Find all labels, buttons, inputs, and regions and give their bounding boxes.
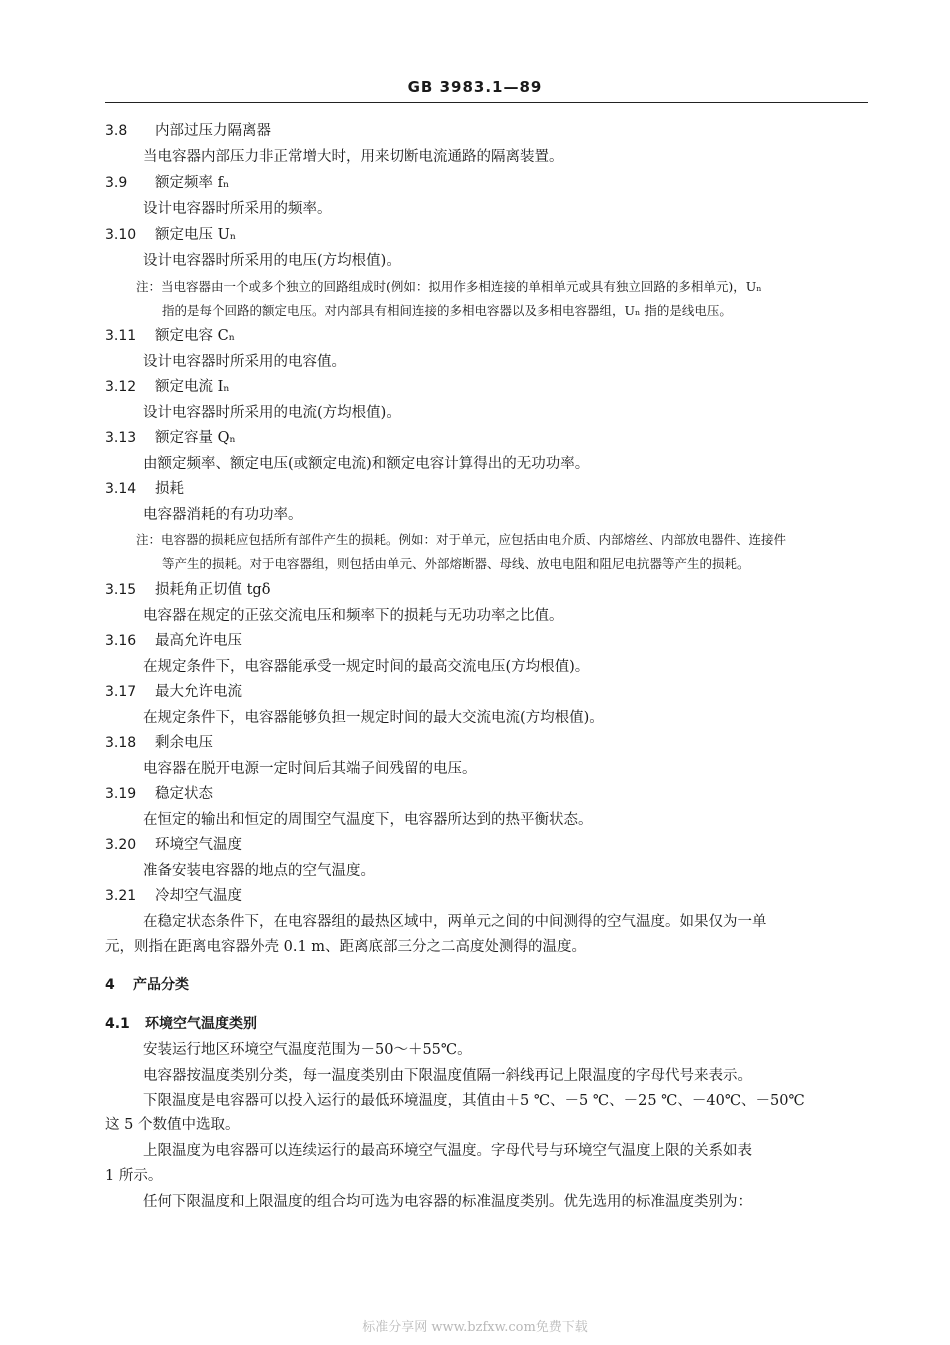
clause-3-13-body: 由额定频率、额定电压(或额定电流)和额定电容计算得出的无功功率。	[143, 456, 590, 472]
clause-3-19-heading	[105, 784, 213, 804]
clause-3-10-body: 设计电容器时所采用的电压(方均根值)。	[143, 253, 401, 269]
clause-3-9-body: 设计电容器时所采用的频率。	[143, 201, 332, 217]
section-number: 4	[105, 977, 115, 993]
clause-number: 3.19	[105, 786, 137, 802]
clause-3-21-body-line1: 在稳定状态条件下，在电容器组的最热区域中，两单元之间的中间测得的空气温度。如果仅为一单	[143, 914, 767, 930]
clause-3-14-body: 电容器消耗的有功功率。	[143, 507, 303, 523]
clause-3-18-heading	[105, 733, 213, 753]
page-header: GB 3983.1—89	[407, 78, 543, 96]
clause-number: 3.10	[105, 227, 137, 243]
clause-number: 3.17	[105, 684, 137, 700]
clause-title: 额定容量 Qₙ	[155, 430, 236, 446]
clause-title: 最高允许电压	[155, 633, 242, 649]
clause-3-17-heading	[105, 682, 242, 702]
clause-3-20-heading	[105, 835, 242, 855]
clause-title: 损耗	[155, 481, 184, 497]
clause-title: 最大允许电流	[155, 684, 242, 700]
clause-3-10-note-line1: 注：当电容器由一个或多个独立的回路组成时(例如：拟用作多相连接的单相单元或具有独立回路的多相单元)，Uₙ	[136, 279, 762, 294]
section-4-1-paragraph-3-line1: 下限温度是电容器可以投入运行的最低环境温度，其值由＋5 ℃、－5 ℃、－25 ℃、－40℃、－50℃	[143, 1093, 805, 1109]
clause-number: 3.13	[105, 430, 137, 446]
clause-title: 额定电容 Cₙ	[155, 328, 235, 344]
section-4-1-paragraph-3-line2: 这 5 个数值中选取。	[105, 1117, 240, 1133]
clause-3-14-note-line1: 注：电容器的损耗应包括所有部件产生的损耗。例如：对于单元，应包括由电介质、内部熔丝、内部放电器件、连接件	[136, 532, 787, 547]
clause-number: 3.9	[105, 175, 128, 191]
clause-3-21-heading	[105, 886, 242, 906]
clause-number: 3.16	[105, 633, 137, 649]
clause-title: 额定频率 fₙ	[155, 175, 230, 191]
section-4-1-heading	[105, 1014, 257, 1034]
clause-number: 3.14	[105, 481, 137, 497]
clause-3-8-heading	[105, 121, 271, 141]
clause-title: 环境空气温度	[155, 837, 242, 853]
section-number: 4.1	[105, 1016, 130, 1032]
watermark-footer: 标准分享网 www.bzfxw.com免费下载	[362, 1320, 588, 1335]
clause-3-14-heading	[105, 479, 184, 499]
section-4-1-paragraph-5: 任何下限温度和上限温度的组合均可选为电容器的标准温度类别。优先选用的标准温度类别为：	[143, 1194, 752, 1210]
clause-3-12-heading	[105, 377, 230, 397]
clause-title: 额定电压 Uₙ	[155, 227, 237, 243]
clause-3-21-body-line2: 元，则指在距离电容器外壳 0.1 m、距离底部三分之二高度处测得的温度。	[105, 939, 587, 955]
clause-number: 3.18	[105, 735, 137, 751]
clause-title: 额定电流 Iₙ	[155, 379, 230, 395]
clause-title: 损耗角正切值 tgδ	[155, 582, 271, 598]
clause-number: 3.15	[105, 582, 137, 598]
clause-3-18-body: 电容器在脱开电源一定时间后其端子间残留的电压。	[143, 761, 477, 777]
header-rule	[105, 102, 868, 103]
section-4-heading	[105, 975, 189, 995]
section-4-1-paragraph-4-line2: 1 所示。	[105, 1168, 163, 1184]
clause-title: 内部过压力隔离器	[155, 123, 271, 139]
clause-3-9-heading	[105, 173, 229, 193]
clause-number: 3.8	[105, 123, 128, 139]
clause-3-10-note-line2: 指的是每个回路的额定电压。对内部具有相间连接的多相电容器以及多相电容器组，Uₙ 指的是线电压。	[162, 303, 732, 318]
clause-3-12-body: 设计电容器时所采用的电流(方均根值)。	[143, 405, 401, 421]
section-title: 产品分类	[133, 977, 189, 993]
clause-3-11-body: 设计电容器时所采用的电容值。	[143, 354, 346, 370]
section-4-1-paragraph-4-line1: 上限温度为电容器可以连续运行的最高环境空气温度。字母代号与环境空气温度上限的关系如表	[143, 1143, 752, 1159]
clause-3-15-body: 电容器在规定的正弦交流电压和频率下的损耗与无功功率之比值。	[143, 608, 564, 624]
clause-number: 3.12	[105, 379, 137, 395]
section-title: 环境空气温度类别	[145, 1016, 257, 1032]
clause-3-11-heading	[105, 326, 235, 346]
clause-3-8-body: 当电容器内部压力非正常增大时，用来切断电流通路的隔离装置。	[143, 149, 564, 165]
clause-number: 3.11	[105, 328, 137, 344]
clause-title: 稳定状态	[155, 786, 213, 802]
clause-title: 剩余电压	[155, 735, 213, 751]
clause-3-20-body: 准备安装电容器的地点的空气温度。	[143, 863, 375, 879]
clause-3-15-heading	[105, 580, 270, 600]
clause-number: 3.21	[105, 888, 137, 904]
clause-number: 3.20	[105, 837, 137, 853]
section-4-1-paragraph-2: 电容器按温度类别分类，每一温度类别由下限温度值隔一斜线再记上限温度的字母代号来表示。	[143, 1068, 752, 1084]
section-4-1-paragraph-1: 安装运行地区环境空气温度范围为－50～＋55℃。	[143, 1042, 472, 1058]
clause-3-16-heading	[105, 631, 242, 651]
clause-3-16-body: 在规定条件下，电容器能承受一规定时间的最高交流电压(方均根值)。	[143, 659, 590, 675]
clause-3-19-body: 在恒定的输出和恒定的周围空气温度下，电容器所达到的热平衡状态。	[143, 812, 593, 828]
clause-title: 冷却空气温度	[155, 888, 242, 904]
clause-3-17-body: 在规定条件下，电容器能够负担一规定时间的最大交流电流(方均根值)。	[143, 710, 604, 726]
clause-3-14-note-line2: 等产生的损耗。对于电容器组，则包括由单元、外部熔断器、母线、放电电阻和阻尼电抗器等产生的损耗。	[162, 556, 750, 571]
clause-3-10-heading	[105, 225, 236, 245]
clause-3-13-heading	[105, 428, 236, 448]
